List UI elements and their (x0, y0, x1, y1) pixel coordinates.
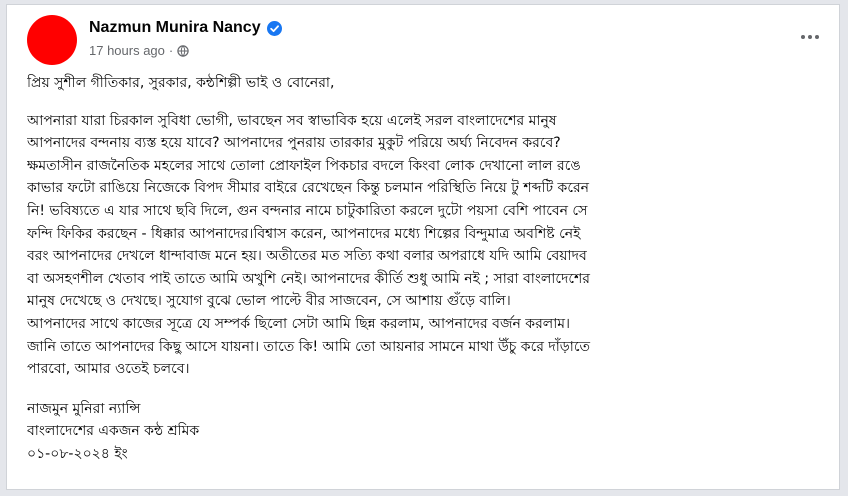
paragraph-line: বা অসহণশীল খেতাব পাই তাতে আমি অখুশি নেই। আপনাদের কীর্তি শুধু আমি নই ; সারা বাংলাদেশের (27, 270, 590, 287)
avatar[interactable] (27, 15, 77, 65)
more-options-icon[interactable] (797, 27, 823, 47)
paragraph-line: আপনাদের সাথে কাজের সূত্রে যে সম্পর্ক ছিলো সেটা আমি ছিন্ন করলাম, আপনাদের বর্জন করলাম। (27, 315, 571, 332)
signature-name: নাজমুন মুনিরা ন্যান্সি (27, 400, 141, 417)
post-header (27, 15, 823, 67)
paragraph-line: মানুষ দেখেছে ও দেখছে। সুযোগ বুঝে ভোল পাল্টে বীর সাজবেন, সে আশায় গুঁড়ে বালি। (27, 293, 511, 310)
paragraph-line: কাভার ফটো রাঙিয়ে নিজেকে বিপদ সীমার বাইরে রেখেছেন কিন্তু চলমান পরিস্থিতি নিয়ে টু শব্দটি করেন (27, 180, 590, 197)
paragraph-line: জানি তাতে আপনাদের কিছু আসে যায়না। তাতে কি! আমি তো আয়নার সামনে মাথা উঁচু করে দাঁড়াতে (27, 338, 590, 355)
paragraph-line: পারবো, আমার ওতেই চলবে। (27, 361, 190, 378)
post-meta (89, 43, 189, 58)
paragraph-line: ক্ষমতাসীন রাজনৈতিক মহলের সাথে তোলা প্রোফাইল পিকচার বদলে কিংবা লোক দেখানো লাল রঙে (27, 157, 581, 174)
paragraph-line: ফন্দি ফিকির করছেন - ধিক্কার আপনাদের।বিশ্বাস করেন, আপনাদের মধ্যে শিল্পের বিন্দুমাত্র অবশিষ্ট নেই (27, 225, 581, 242)
facebook-post (6, 4, 840, 490)
author-row (89, 19, 282, 37)
signature-date: ০১-০৮-২০২৪ ইং (27, 445, 128, 462)
paragraph-line: বরং আপনাদের দেখলে ধান্দাবাজ মনে হয়। অতীতের মত সত্যি কথা বলার অপরাধে যদি আমি বেয়াদব (27, 248, 587, 265)
paragraph-line: আপনারা যারা চিরকাল সুবিধা ভোগী, ভাবছেন সব স্বাভাবিক হয়ে এলেই সরল বাংলাদেশের মানুষ (27, 112, 557, 129)
greeting-line: প্রিয় সুশীল গীতিকার, সুরকার, কন্ঠশিল্পী ভাই ও বোনেরা, (27, 75, 335, 91)
paragraph-line: আপনাদের বন্দনায় ব্যস্ত হয়ে যাবে? আপনাদের পুনরায় তারকার মুকুট পরিয়ে অর্ঘ্য নিবেদন করবে? (27, 135, 561, 152)
globe-icon[interactable] (177, 45, 189, 57)
author-name[interactable]: Nazmun Munira Nancy (89, 19, 261, 36)
paragraph-line: নি! ভবিষ্যতে এ যার সাথে ছবি দিলে, গুন বন্দনার নামে চাটুকারিতা করলে দুটো পয়সা বেশি পাবেন সে (27, 202, 588, 219)
meta-separator: · (168, 43, 174, 58)
post-body (27, 72, 825, 466)
post-timestamp[interactable]: 17 hours ago (89, 43, 165, 58)
verified-badge-icon (267, 21, 282, 36)
signature-title: বাংলাদেশের একজন কন্ঠ শ্রমিক (27, 423, 200, 440)
